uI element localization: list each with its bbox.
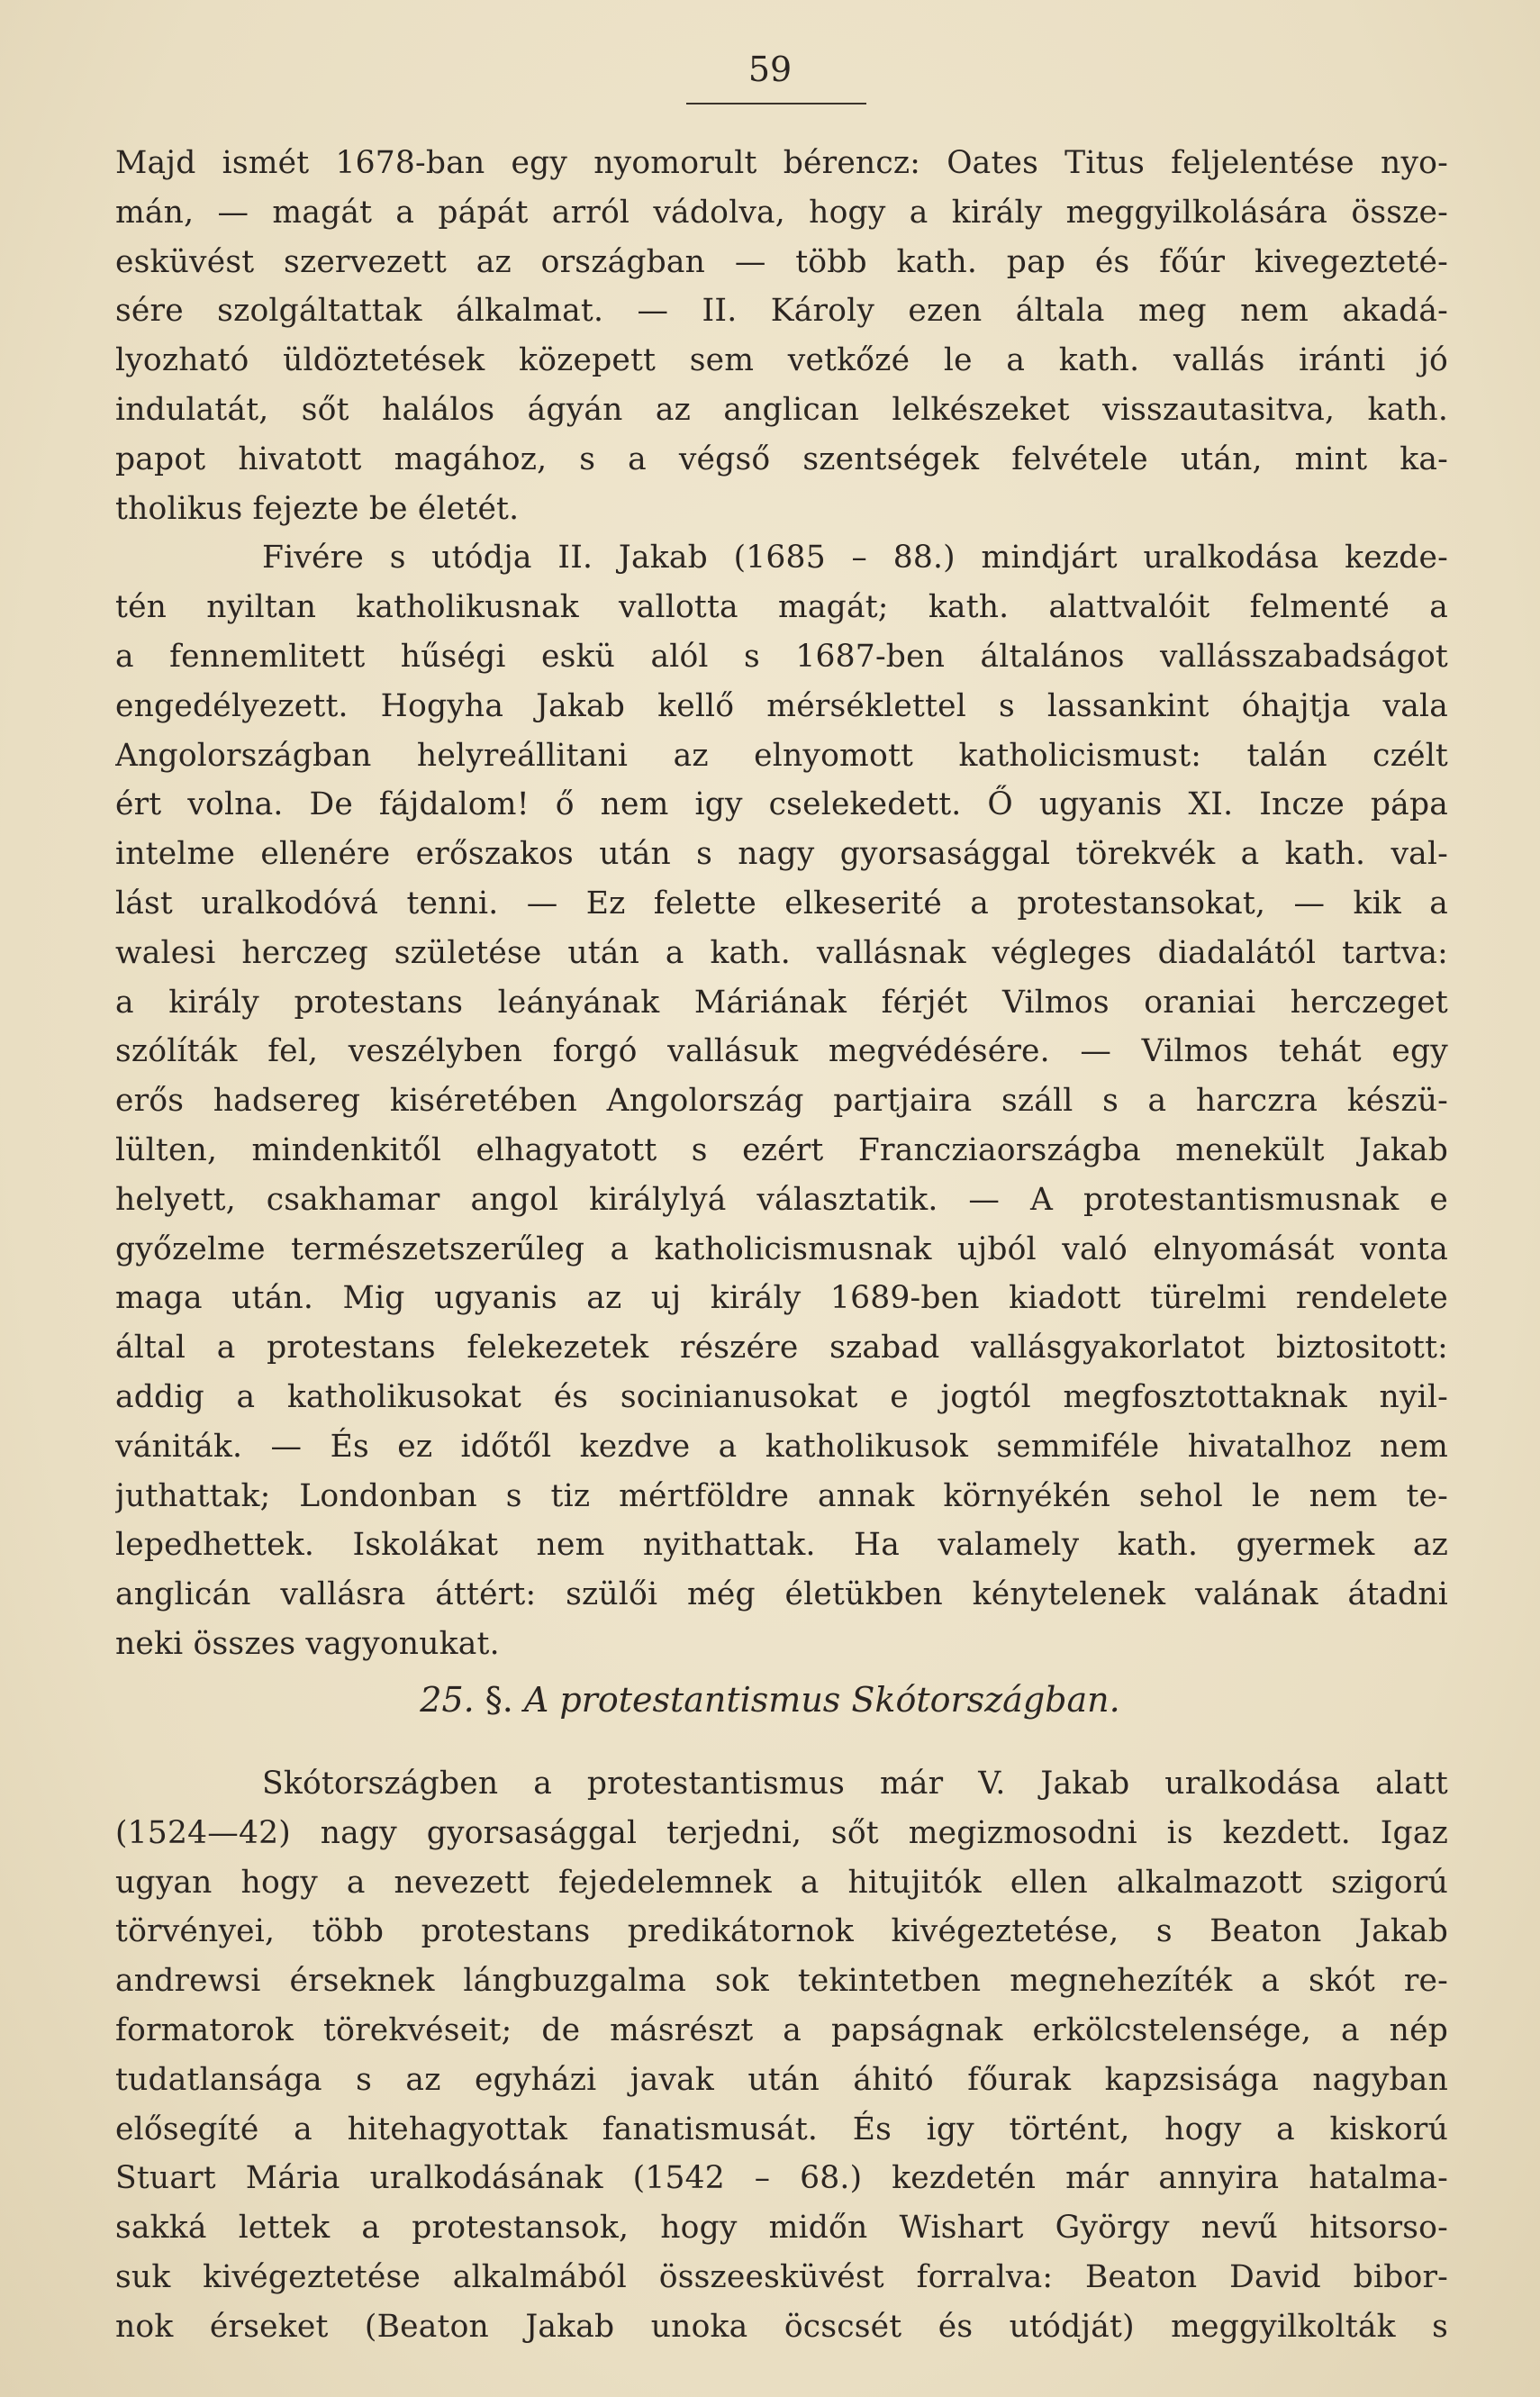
text-line: formatorok törekvéseit; de másrészt a papságnak erkölcstelensége, a nép	[115, 2011, 1448, 2048]
text-line: erős hadsereg kiséretében Angolország partjaira száll s a harczra készü-	[115, 1083, 1448, 1120]
text-line: által a protestans felekezetek részére szabad vallásgyakorlatot biztositott:	[115, 1330, 1448, 1366]
body-text-block	[115, 1759, 1448, 2352]
section-symbol: §.	[485, 1680, 513, 1720]
text-line: maga után. Mig ugyanis az uj király 1689-ben kiadott türelmi rendelete	[115, 1280, 1448, 1317]
text-line: addig a katholikusokat és socinianusokat e jogtól megfosztottaknak nyil-	[115, 1378, 1448, 1415]
text-line: lülten, mindenkitől elhagyatott s ezért Francziaországba menekült Jakab	[115, 1131, 1448, 1168]
text-line: suk kivégeztetése alkalmából összeesküvést forralva: Beaton David bibor-	[115, 2258, 1448, 2295]
text-line: (1524—42) nagy gyorsasággal terjedni, sőt megizmosodni is kezdett. Igaz	[115, 1814, 1448, 1851]
text-line: walesi herczeg születése után a kath. vallásnak végleges diadalától tartva:	[115, 934, 1448, 971]
text-line: tholikus fejezte be életét.	[115, 490, 520, 527]
text-line: helyett, csakhamar angol királylyá választatik. — A protestantismusnak e	[115, 1181, 1448, 1218]
text-line: sakká lettek a protestansok, hogy midőn Wishart György nevű hitsorso-	[115, 2210, 1448, 2247]
body-text-block	[115, 139, 1448, 1669]
section-title: A protestantismus Skótországban.	[523, 1680, 1120, 1720]
text-line: tudatlansága s az egyházi javak után áhitó főurak kapzsisága nagyban	[115, 2061, 1448, 2098]
text-line: ugyan hogy a nevezett fejedelemnek a hitujitók ellen alkalmazott szigorú	[115, 1864, 1448, 1901]
text-line: Skótországben a protestantismus már V. Jakab uralkodása alatt	[262, 1766, 1448, 1802]
text-line: lepedhettek. Iskolákat nem nyithattak. Ha valamely kath. gyermek az	[115, 1527, 1448, 1564]
header-rule	[686, 103, 866, 104]
text-line: szólíták fel, veszélyben forgó vallásuk megvédésére. — Vilmos tehát egy	[115, 1033, 1448, 1070]
text-line: juthattak; Londonban s tiz mértföldre annak környékén sehol le nem te-	[115, 1477, 1448, 1514]
text-line: ért volna. De fájdalom! ő nem igy cselekedett. Ő ugyanis XI. Incze pápa	[115, 786, 1448, 823]
text-line: vániták. — És ez időtől kezdve a katholikusok semmiféle hivatalhoz nem	[115, 1428, 1448, 1465]
text-line: Stuart Mária uralkodásának (1542 – 68.) kezdetén már annyira hatalma-	[115, 2160, 1448, 2197]
text-line: Fivére s utódja II. Jakab (1685 – 88.) mindjárt uralkodása kezde-	[262, 540, 1448, 577]
text-line: lást uralkodóvá tenni. — Ez felette elkeserité a protestansokat, — kik a	[115, 885, 1448, 922]
text-line: a fennemlitett hűségi eskü alól s 1687-ben általános vallásszabadságot	[115, 638, 1448, 675]
text-line: engedélyezett. Hogyha Jakab kellő mérséklettel s lassankint óhajtja vala	[115, 687, 1448, 724]
text-line: intelme ellenére erőszakos után s nagy gyorsasággal törekvék a kath. val-	[115, 836, 1448, 873]
page-number: 59	[747, 50, 793, 89]
text-line: neki összes vagyonukat.	[115, 1625, 500, 1662]
text-line: lyozható üldöztetések közepett sem vetkőzé le a kath. vallás iránti jó	[115, 342, 1448, 379]
text-line: esküvést szervezett az országban — több kath. pap és főúr kivegezteté-	[115, 243, 1448, 280]
text-line: Angolországban helyreállitani az elnyomott katholicismust: talán czélt	[115, 737, 1448, 774]
text-line: győzelme természetszerűleg a katholicismusnak ujból való elnyomását vonta	[115, 1230, 1448, 1267]
text-line: a király protestans leányának Máriának férjét Vilmos oraniai herczeget	[115, 984, 1448, 1021]
section-number: 25.	[420, 1680, 475, 1720]
text-line: törvényei, több protestans predikátornok kivégeztetése, s Beaton Jakab	[115, 1913, 1448, 1950]
text-line: papot hivatott magához, s a végső szentségek felvétele után, mint ka-	[115, 440, 1448, 477]
text-line: mán, — magát a pápát arról vádolva, hogy a király meggyilkolására össze-	[115, 194, 1448, 231]
text-line: tén nyiltan katholikusnak vallotta magát; kath. alattvalóit felmenté a	[115, 589, 1448, 626]
section-heading	[0, 1680, 1540, 1720]
text-line: indulatát, sőt halálos ágyán az anglican lelkészeket visszautasitva, kath.	[115, 391, 1448, 428]
text-line: sére szolgáltattak álkalmat. — II. Károly ezen általa meg nem akadá-	[115, 293, 1448, 330]
text-line: nok érseket (Beaton Jakab unoka öcscsét és utódját) meggyilkolták s	[115, 2308, 1448, 2345]
text-line: andrewsi érseknek lángbuzgalma sok tekintetben megnehezíték a skót re-	[115, 1963, 1448, 2000]
text-line: elősegíté a hitehagyottak fanatismusát. És igy történt, hogy a kiskorú	[115, 2111, 1448, 2147]
text-line: anglicán vallásra áttért: szülői még életükben kénytelenek valának átadni	[115, 1576, 1448, 1613]
text-line: Majd ismét 1678-ban egy nyomorult bérencz: Oates Titus feljelentése nyo-	[115, 145, 1448, 181]
